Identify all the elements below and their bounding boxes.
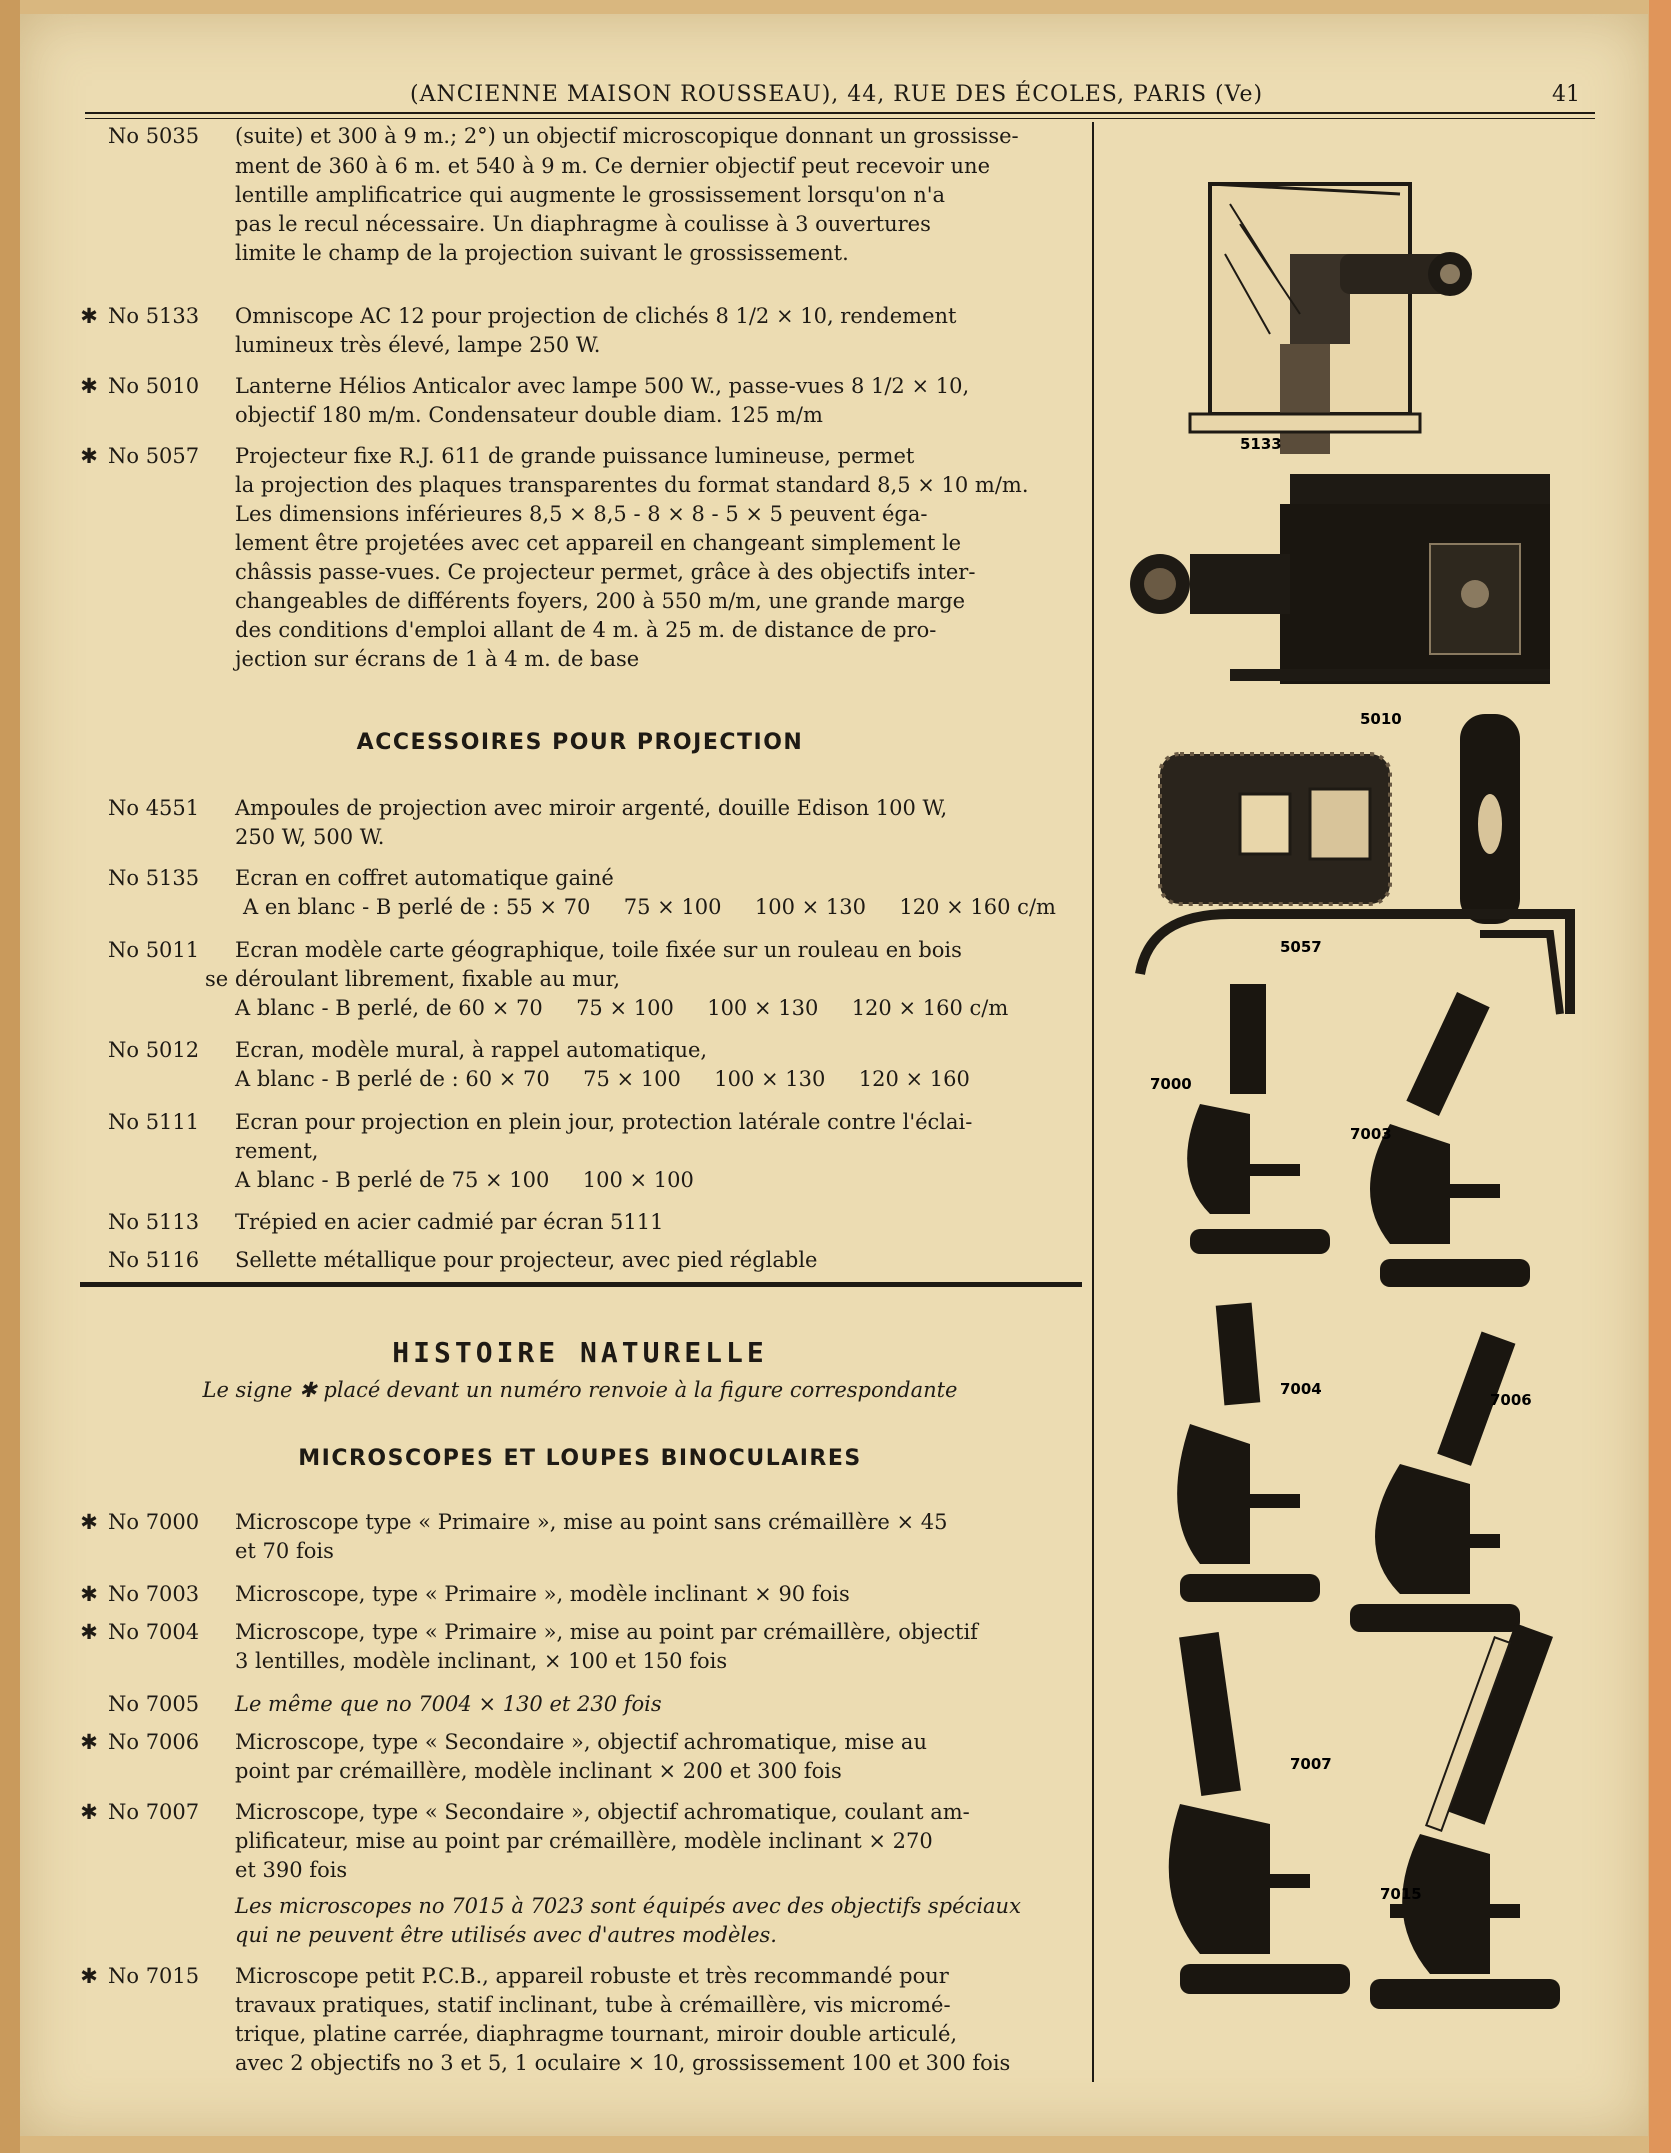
- desc-line: Ecran modèle carte géographique, toile fixée sur un rouleau en bois: [235, 938, 962, 962]
- star-marker: ✱: [80, 1964, 98, 1988]
- star-marker: ✱: [80, 1620, 98, 1644]
- entry-5010: [20, 372, 1090, 432]
- desc-line: 250 W, 500 W.: [235, 825, 385, 849]
- desc-line: des conditions d'emploi allant de 4 m. à 25 m. de distance de pro-: [235, 618, 937, 642]
- item-number: No 5135: [108, 866, 200, 890]
- desc-line: Ecran pour projection en plein jour, protection latérale contre l'éclai-: [235, 1110, 973, 1134]
- desc-line: Les dimensions inférieures 8,5 × 8,5 - 8 × 8 - 5 × 5 peuvent éga-: [235, 502, 928, 526]
- star-marker: ✱: [80, 1510, 98, 1534]
- desc-line: A blanc - B perlé, de 60 × 70 75 × 100 100 × 130 120 × 160 c/m: [235, 996, 1009, 1020]
- figure-microscopes-7007-7015: [1160, 1614, 1580, 2014]
- item-description: [235, 302, 1087, 360]
- item-description: [235, 1580, 1087, 1609]
- desc-line: Lanterne Hélios Anticalor avec lampe 500 W., passe-vues 8 1/2 × 10,: [235, 374, 970, 398]
- desc-line: (suite) et 300 à 9 m.; 2°) un objectif microscopique donnant un grossisse-: [235, 124, 1019, 148]
- item-description: [235, 794, 1087, 852]
- item-description: [235, 1246, 1087, 1275]
- star-marker: ✱: [80, 1730, 98, 1754]
- item-number: No 5011: [108, 938, 200, 962]
- desc-line: Ecran, modèle mural, à rappel automatique,: [235, 1038, 708, 1062]
- figure-label-7006: 7006: [1490, 1391, 1532, 1409]
- entry-5035: [20, 122, 1090, 302]
- entry-5057: [20, 442, 1090, 682]
- desc-line: Trépied en acier cadmié par écran 5111: [235, 1210, 664, 1234]
- item-description: [235, 372, 1087, 430]
- entry-5133: [20, 302, 1090, 362]
- figure-label-7004: 7004: [1280, 1380, 1322, 1398]
- item-number: No 5012: [108, 1038, 200, 1062]
- item-number: No 5057: [108, 444, 200, 468]
- desc-line: Sellette métallique pour projecteur, avec pied réglable: [235, 1248, 818, 1272]
- item-description: [235, 1962, 1087, 2078]
- desc-line: Ecran en coffret automatique gainé: [235, 866, 614, 890]
- desc-line: Le même que no 7004 × 130 et 230 fois: [235, 1692, 662, 1716]
- item-description: [235, 442, 1087, 674]
- page-number: 41: [1552, 82, 1580, 107]
- desc-line: point par crémaillère, modèle inclinant × 200 et 300 fois: [235, 1759, 842, 1783]
- desc-line: châssis passe-vues. Ce projecteur permet, grâce à des objectifs inter-: [235, 560, 976, 584]
- desc-line: travaux pratiques, statif inclinant, tube à crémaillère, vis micromé-: [235, 1993, 951, 2017]
- item-description: [235, 124, 1087, 268]
- desc-line: 3 lentilles, modèle inclinant, × 100 et 150 fois: [235, 1649, 728, 1673]
- running-header: [80, 70, 1600, 110]
- item-description: [235, 1618, 1087, 1676]
- item-number: No 5133: [108, 304, 200, 328]
- column-rule: [1092, 122, 1094, 2082]
- desc-line: plificateur, mise au point par crémaillère, modèle inclinant × 270: [235, 1829, 933, 1853]
- desc-line: A en blanc - B perlé de : 55 × 70 75 × 100 100 × 130 120 × 160 c/m: [243, 895, 1056, 919]
- section-subtitle: Le signe ✱ placé devant un numéro renvoie à la figure correspondante: [202, 1378, 958, 1402]
- item-description: [235, 1108, 1087, 1195]
- item-number: No 7015: [108, 1964, 200, 1988]
- desc-line: et 70 fois: [235, 1539, 334, 1563]
- star-marker: ✱: [80, 444, 98, 468]
- item-number: No 7005: [108, 1692, 200, 1716]
- desc-line: Les microscopes no 7015 à 7023 sont équipés avec des objectifs spéciaux: [235, 1894, 1021, 1918]
- figure-label-7007: 7007: [1290, 1755, 1332, 1773]
- desc-line: lentille amplificatrice qui augmente le grossissement lorsqu'on n'a: [235, 183, 946, 207]
- desc-line: Microscope, type « Primaire », modèle inclinant × 90 fois: [235, 1582, 850, 1606]
- item-description: [235, 1728, 1087, 1786]
- section-title-accessoires: ACCESSOIRES POUR PROJECTION: [356, 730, 804, 755]
- item-number: No 4551: [108, 796, 200, 820]
- item-number: No 5113: [108, 1210, 200, 1234]
- header-rule: [85, 112, 1595, 119]
- desc-line: lumineux très élevé, lampe 250 W.: [235, 333, 601, 357]
- desc-line: qui ne peuvent être utilisés avec d'autres modèles.: [235, 1923, 777, 1947]
- desc-line: changeables de différents foyers, 200 à 550 m/m, une grande marge: [235, 589, 966, 613]
- item-description: [235, 1508, 1087, 1566]
- desc-line: et 390 fois: [235, 1858, 348, 1882]
- desc-line: Ampoules de projection avec miroir argenté, douille Edison 100 W,: [235, 796, 948, 820]
- section-title-microscopes: MICROSCOPES ET LOUPES BINOCULAIRES: [298, 1446, 862, 1471]
- item-description: [235, 1690, 1087, 1719]
- desc-line: Microscope, type « Primaire », mise au point par crémaillère, objectif: [235, 1620, 978, 1644]
- item-number: No 5116: [108, 1248, 200, 1272]
- desc-line: Microscope type « Primaire », mise au point sans crémaillère × 45: [235, 1510, 948, 1534]
- item-number: No 5010: [108, 374, 200, 398]
- figure-omniscope-5133: [1130, 164, 1600, 454]
- item-number: No 7003: [108, 1582, 200, 1606]
- page-edge-left: [0, 0, 20, 2153]
- desc-line: objectif 180 m/m. Condensateur double diam. 125 m/m: [235, 403, 823, 427]
- figure-label-5133: 5133: [1240, 435, 1282, 453]
- item-description: [235, 1798, 1087, 1885]
- page-edge-right: [1649, 0, 1671, 2153]
- star-marker: ✱: [80, 1800, 98, 1824]
- item-number: No 7004: [108, 1620, 200, 1644]
- figure-label-7000: 7000: [1150, 1075, 1192, 1093]
- star-marker: ✱: [80, 304, 98, 328]
- figure-microscopes-7000-7003: [1150, 974, 1570, 1294]
- item-number: No 7007: [108, 1800, 200, 1824]
- item-description: [235, 1036, 1087, 1094]
- desc-line: se déroulant librement, fixable au mur,: [205, 967, 621, 991]
- note-text: [235, 1892, 1087, 1950]
- figure-lanterne-5010: [1130, 454, 1570, 724]
- desc-line: lement être projetées avec cet appareil en changeant simplement le: [235, 531, 962, 555]
- desc-line: A blanc - B perlé de : 60 × 70 75 × 100 100 × 130 120 × 160: [235, 1067, 970, 1091]
- desc-line: Omniscope AC 12 pour projection de clichés 8 1/2 × 10, rendement: [235, 304, 957, 328]
- figure-label-7003: 7003: [1350, 1125, 1392, 1143]
- item-description: [235, 864, 1087, 922]
- header-title: (ANCIENNE MAISON ROUSSEAU), 44, RUE DES ÉCOLES, PARIS (Ve): [410, 82, 1264, 107]
- item-number: No 7006: [108, 1730, 200, 1754]
- desc-line: Microscope petit P.C.B., appareil robuste et très recommandé pour: [235, 1964, 949, 1988]
- item-number: No 5111: [108, 1110, 200, 1134]
- desc-line: jection sur écrans de 1 à 4 m. de base: [235, 647, 640, 671]
- desc-line: Microscope, type « Secondaire », objectif achromatique, mise au: [235, 1730, 927, 1754]
- figure-microscopes-7004-7006: [1160, 1294, 1580, 1634]
- desc-line: la projection des plaques transparentes du format standard 8,5 × 10 m/m.: [235, 473, 1029, 497]
- figure-label-5010: 5010: [1360, 710, 1402, 724]
- section-divider: [80, 1282, 1082, 1287]
- item-number: No 5035: [108, 124, 200, 148]
- desc-line: trique, platine carrée, diaphragme tournant, miroir double articulé,: [235, 2022, 958, 2046]
- desc-line: pas le recul nécessaire. Un diaphragme à coulisse à 3 ouvertures: [235, 212, 931, 236]
- section-title-histoire: HISTOIRE NATURELLE: [392, 1336, 768, 1369]
- desc-line: rement,: [235, 1139, 319, 1163]
- item-description: [205, 936, 1087, 1023]
- star-marker: ✱: [80, 374, 98, 398]
- item-description: [235, 1208, 1087, 1237]
- desc-line: Projecteur fixe R.J. 611 de grande puissance lumineuse, permet: [235, 444, 915, 468]
- desc-line: avec 2 objectifs no 3 et 5, 1 oculaire × 10, grossissement 100 et 300 fois: [235, 2051, 1011, 2075]
- desc-line: Microscope, type « Secondaire », objectif achromatique, coulant am-: [235, 1800, 970, 1824]
- desc-line: ment de 360 à 6 m. et 540 à 9 m. Ce dernier objectif peut recevoir une: [235, 154, 991, 178]
- desc-line: limite le champ de la projection suivant le grossissement.: [235, 241, 849, 265]
- item-number: No 7000: [108, 1510, 200, 1534]
- star-marker: ✱: [80, 1582, 98, 1606]
- catalog-page: [20, 14, 1648, 2136]
- desc-line: A blanc - B perlé de 75 × 100 100 × 100: [235, 1168, 694, 1192]
- figure-label-7015: 7015: [1380, 1885, 1422, 1903]
- figure-label-5057: 5057: [1280, 938, 1322, 956]
